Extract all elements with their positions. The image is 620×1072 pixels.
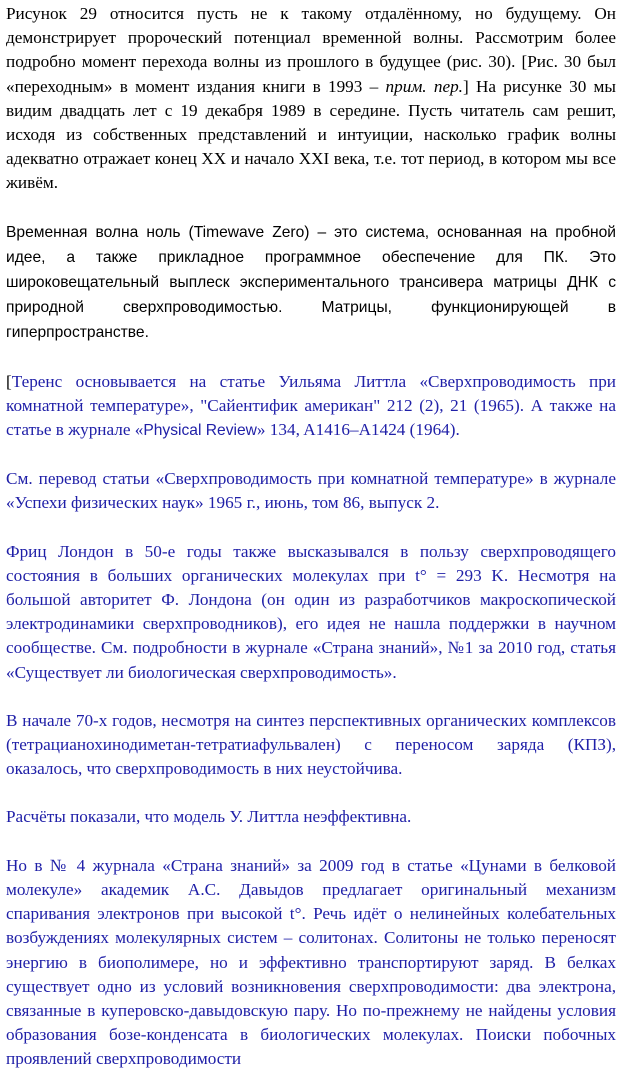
open-bracket: [	[6, 371, 12, 391]
paragraph-text: Временная волна ноль (Timewave Zero) – это система, основанная на пробной идее, а также прикладное программное обеспечение для ПК. Это широковещательный выплеск экспериментального трансивера матрицы ДНК с природной сверхпроводимостью. Матрицы, функционирующей в гиперпространстве.	[6, 223, 616, 342]
paragraph-little-reference	[6, 370, 616, 444]
journal-name: Physical Review	[143, 422, 257, 440]
paragraph-translation-reference: См. перевод статьи «Сверхпроводимость при комнатной температуре» в журнале «Успехи физических наук» 1965 г., июнь, том 86, выпуск 2.	[6, 469, 616, 513]
spacer	[6, 196, 620, 220]
paragraph-seventies: В начале 70-х годов, несмотря на синтез перспективных органических комплексов (тетрацианохинодиметан-тетратиафульвален) с переносом заряда (КПЗ), оказалось, что сверхпроводимость в них неустойчива.	[6, 710, 616, 779]
spacer	[6, 516, 620, 540]
spacer	[6, 443, 620, 467]
spacer	[6, 685, 620, 709]
paragraph-text: Теренс основывается на статье Уильяма Литтла «Сверхпроводимость при комнатной температуре», "Сайентифик американ" 212 (2), 21 (1965). А также на статье в журнале «	[6, 371, 616, 440]
paragraph-timewave-zero	[6, 220, 616, 346]
paragraph-davydov: Но в № 4 журнала «Страна знаний» за 2009 год в статье «Цунами в белковой молекуле» академик А.С. Давыдов предлагает оригинальный механизм спаривания электронов при высокой t°. Речь идёт о нелинейных колебательных возбуждениях молекулярных систем – солитонах. Солитоны не только переносят энергию в биополимере, но и эффективно транспортируют заряд. В белках существует одно из условий возникновения сверхпроводимости: два электрона, связанные в куперовско-давыдовскую пару. Но по-прежнему не найдены условия образования бозе-конденсата в биологических молекулах. Поиски побочных проявлений сверхпроводимости	[6, 855, 616, 1069]
spacer	[6, 830, 620, 854]
spacer	[6, 346, 620, 370]
paragraph-text: » 134, A1416–A1424 (1964).	[256, 420, 460, 440]
paragraph-text: ] На рисунке 30 мы видим двадцать лет с 19 декабря 1989 в середине. Пусть читатель сам решит, исходя из собственных представлений и интуиции, насколько график волны адекватно отражает конец XX и начало XXI века, т.е. тот период, в котором мы все живём.	[6, 76, 616, 193]
translator-note: прим. пер.	[385, 76, 463, 96]
paragraph-london: Фриц Лондон в 50-е годы также высказывался в пользу сверхпроводящего состояния в больших органических молекулах при t° = 293 K. Несмотря на большой авторитет Ф. Лондона (он один из разработчиков макроскопической электродинамики сверхпроводников), его идея не нашла поддержки в научном сообществе. См. подробности в журнале «Страна знаний», №1 за 2010 год, статья «Существует ли биологическая сверхпроводимость».	[6, 541, 616, 682]
paragraph-text: Рисунок 29 относится пусть не к такому отдалённому, но будущему. Он демонстрирует пророческий потенциал временной волны. Рассмотрим более подробно момент перехода волны из прошлого в будущее (рис. 30). [Рис. 30 был «переходным» в момент издания книги в 1993 –	[6, 4, 616, 96]
paragraph-calculations: Расчёты показали, что модель У. Литтла неэффективна.	[6, 807, 412, 827]
spacer	[6, 781, 620, 805]
paragraph-figure-29	[6, 2, 616, 196]
